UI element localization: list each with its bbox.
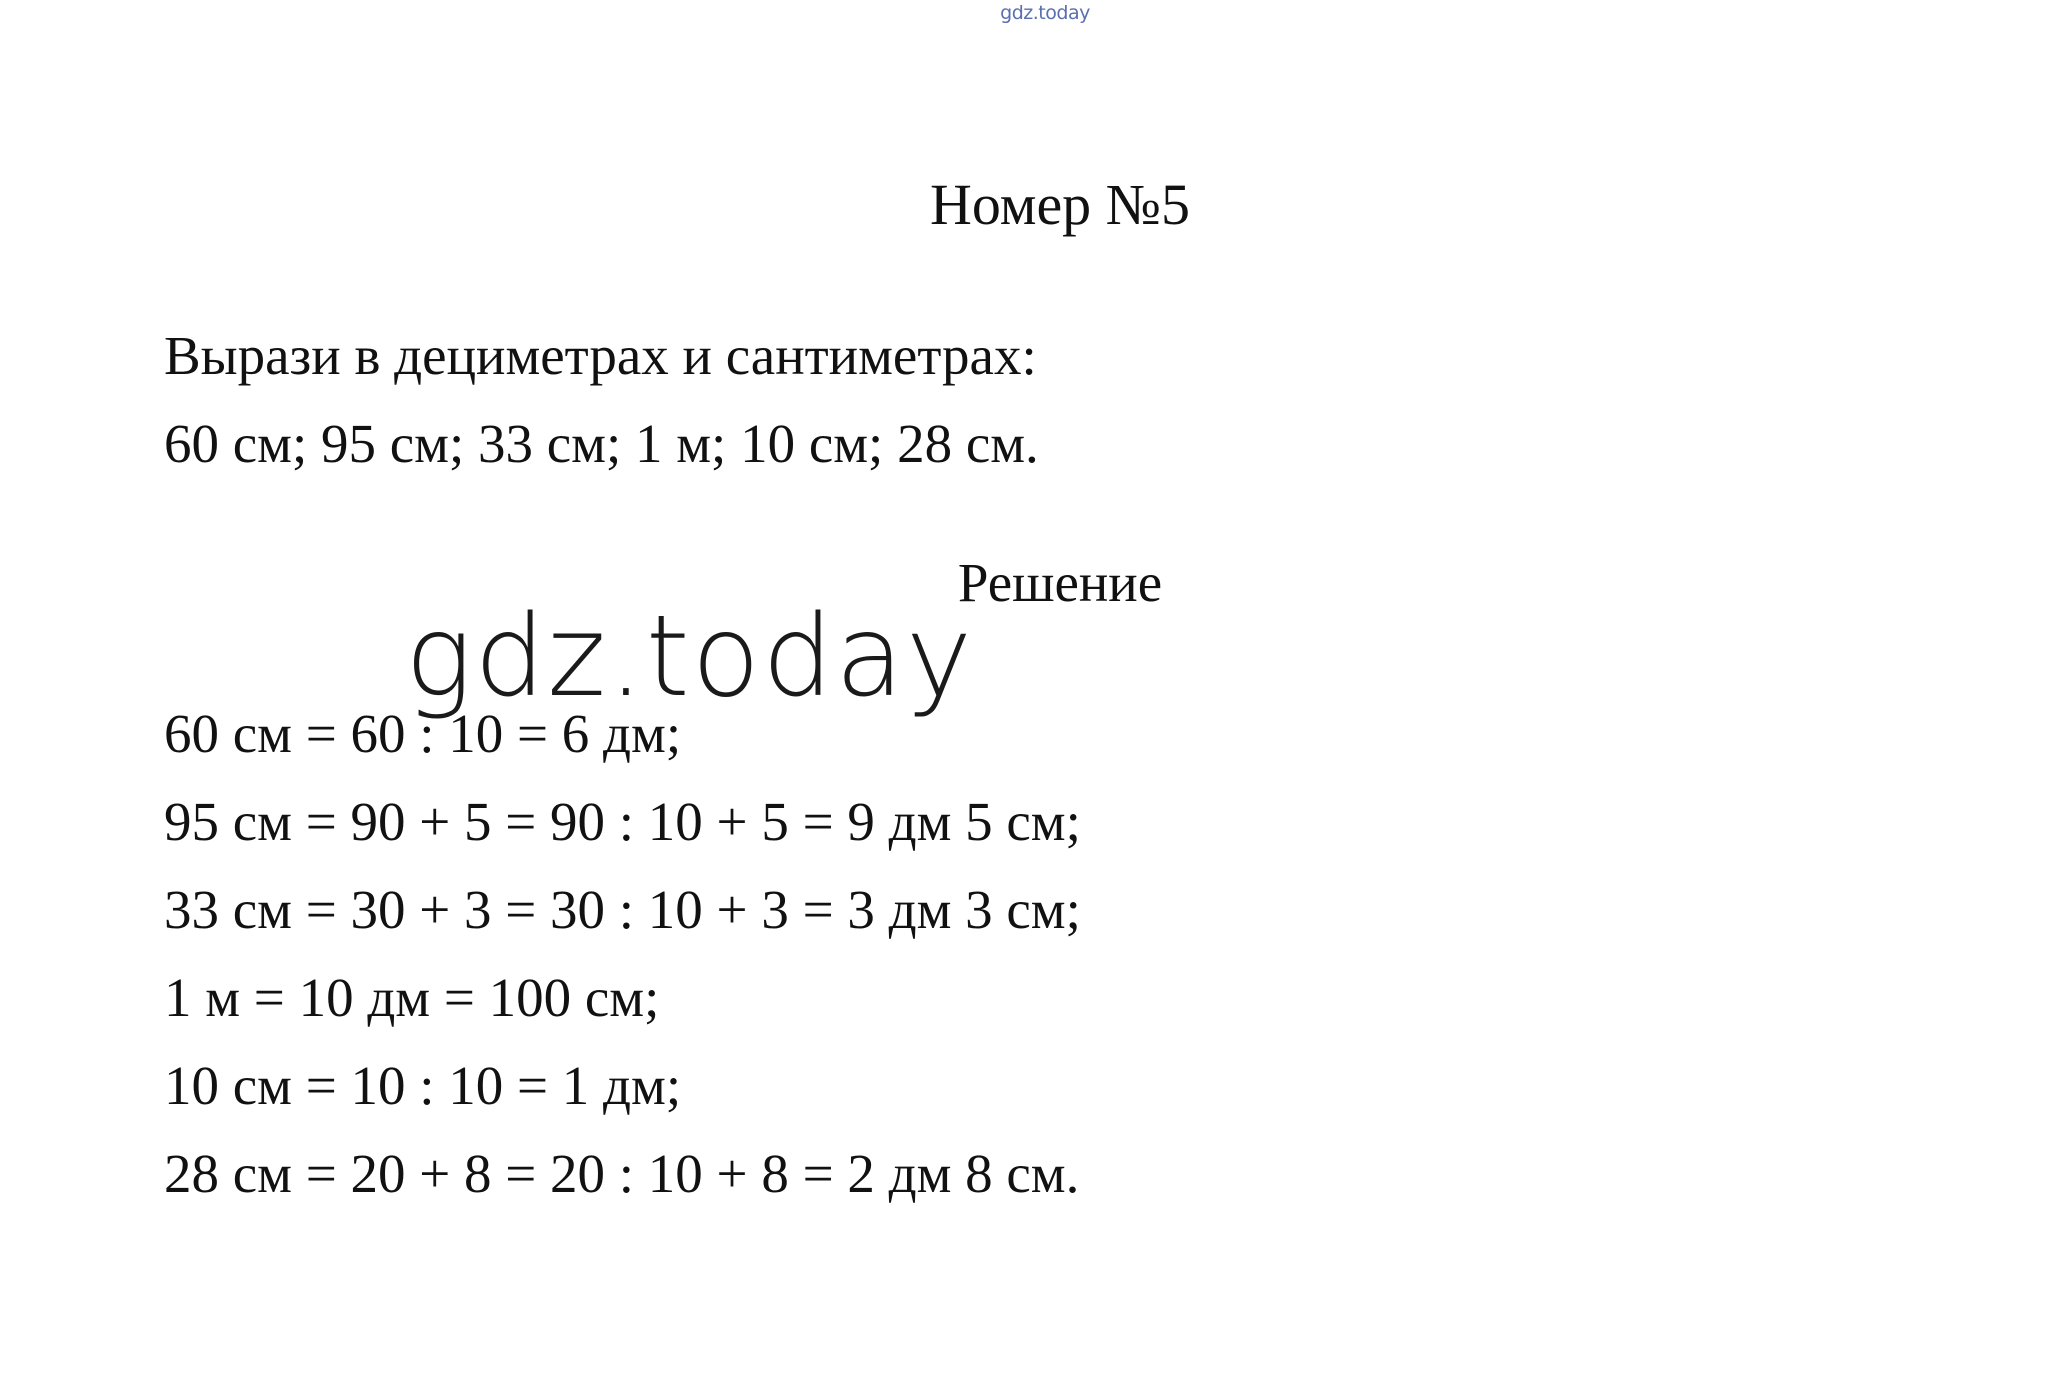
- top-watermark: gdz.today: [1000, 2, 1090, 24]
- task-instruction: Вырази в дециметрах и сантиметрах:: [164, 325, 1037, 386]
- solution-line: 10 см = 10 : 10 = 1 дм;: [164, 1055, 682, 1116]
- solution-line: 1 м = 10 дм = 100 см;: [164, 967, 660, 1028]
- solution-line: 95 см = 90 + 5 = 90 : 10 + 5 = 9 дм 5 см;: [164, 791, 1081, 852]
- task-values: 60 см; 95 см; 33 см; 1 м; 10 см; 28 см.: [164, 413, 1039, 474]
- solution-line: 28 см = 20 + 8 = 20 : 10 + 8 = 2 дм 8 см.: [164, 1143, 1080, 1204]
- page-title: Номер №5: [929, 172, 1191, 237]
- solution-line: 33 см = 30 + 3 = 30 : 10 + 3 = 3 дм 3 см;: [164, 879, 1081, 940]
- watermark: gdz.today: [405, 592, 975, 722]
- solution-line: 60 см = 60 : 10 = 6 дм;: [164, 703, 682, 764]
- solution-block: [164, 690, 1081, 1218]
- solution-heading: Решение: [957, 552, 1163, 613]
- task-block: [164, 312, 1039, 488]
